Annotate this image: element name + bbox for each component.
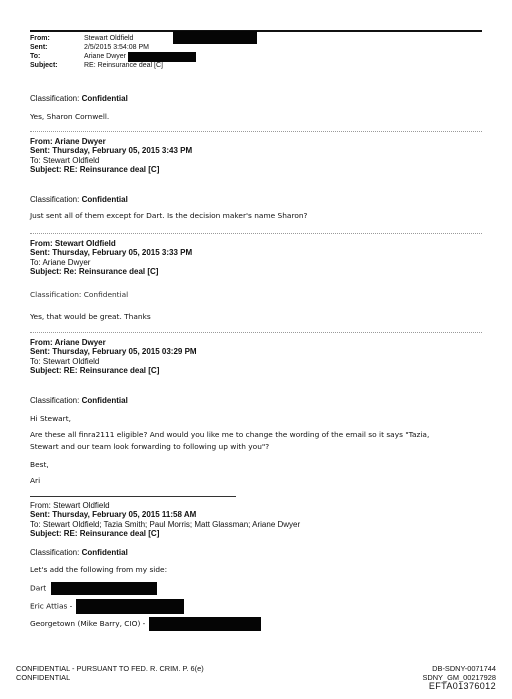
quoted-to: To: Stewart Oldfield; Tazia Smith; Paul Morris; Matt Glassman; Ariane Dwyer bbox=[30, 519, 301, 529]
message-separator bbox=[30, 332, 482, 333]
email-header bbox=[30, 34, 257, 70]
classification-line bbox=[30, 396, 128, 406]
classification-label: Classification: bbox=[30, 396, 80, 405]
header-sent-label: Sent: bbox=[30, 44, 48, 51]
redaction-box bbox=[76, 599, 184, 614]
quoted-header bbox=[30, 338, 197, 376]
quoted-to: To: Stewart Oldfield bbox=[30, 356, 100, 366]
footer-left bbox=[16, 664, 204, 682]
header-from-label: From: bbox=[30, 35, 50, 42]
footer-confidential: CONFIDENTIAL bbox=[16, 673, 71, 682]
quoted-sent: Sent: Thursday, February 05, 2015 11:58 AM bbox=[30, 510, 197, 520]
redaction-box bbox=[128, 52, 196, 62]
quoted-header bbox=[30, 239, 192, 277]
header-from-value: Stewart Oldfield bbox=[84, 35, 134, 42]
quoted-from: From: Stewart Oldfield bbox=[30, 239, 116, 248]
message-closing: Best, bbox=[30, 460, 49, 469]
quoted-from: From: Ariane Dwyer bbox=[30, 338, 106, 347]
quoted-from: From: Ariane Dwyer bbox=[30, 137, 106, 146]
quoted-sent bbox=[30, 146, 192, 155]
classification-value: Confidential bbox=[81, 396, 128, 405]
header-from-row bbox=[30, 34, 257, 43]
list-item-text: Eric Attias - bbox=[30, 601, 73, 611]
redaction-box bbox=[51, 582, 157, 595]
classification-line: Classification: Confidential bbox=[30, 290, 129, 299]
list-item bbox=[30, 617, 261, 631]
header-to-value: Ariane Dwyer bbox=[84, 53, 127, 60]
redaction-box bbox=[173, 31, 257, 44]
footer-bates-1: DB-SDNY-0071744 bbox=[432, 664, 496, 673]
header-to-label: To: bbox=[30, 53, 41, 60]
message-body: Just sent all of them except for Dart. Is the decision maker's name Sharon? bbox=[30, 211, 308, 220]
message-separator bbox=[30, 233, 482, 234]
list-item-text: Dart bbox=[30, 583, 47, 593]
classification-value: Confidential bbox=[81, 195, 128, 204]
message-intro: Let's add the following from my side: bbox=[30, 565, 168, 574]
quoted-subject: Subject: RE: Reinsurance deal [C] bbox=[30, 366, 160, 376]
quoted-header bbox=[30, 137, 192, 175]
footer-right bbox=[422, 664, 496, 691]
header-subject-value: RE: Reinsurance deal [C] bbox=[84, 62, 163, 69]
header-to-row bbox=[30, 52, 257, 61]
message-body: Yes, Sharon Cornwell. bbox=[30, 112, 110, 121]
quoted-to: To: Stewart Oldfield bbox=[30, 155, 100, 165]
message-greeting: Hi Stewart, bbox=[30, 414, 71, 423]
classification-label: Classification: bbox=[30, 548, 80, 557]
message-body-line: Are these all finra2111 eligible? And would you like me to change the wording of the email so it says "Tazia, bbox=[30, 430, 430, 439]
classification-line bbox=[30, 94, 128, 104]
quoted-subject: Subject: Re: Reinsurance deal [C] bbox=[30, 267, 159, 277]
classification-line bbox=[30, 548, 128, 558]
message-signature: Ari bbox=[30, 476, 41, 485]
classification-label: Classification: bbox=[30, 195, 80, 204]
message-body: Yes, that would be great. Thanks bbox=[30, 312, 151, 321]
quoted-to: To: Ariane Dwyer bbox=[30, 257, 91, 267]
classification-value: Confidential bbox=[81, 548, 128, 557]
classification-line bbox=[30, 195, 128, 205]
message-body-line: Stewart and our team look forwarding to following up with you"? bbox=[30, 442, 270, 451]
classification-label: Classification: bbox=[30, 94, 80, 103]
redaction-box bbox=[149, 617, 261, 631]
quoted-subject: Subject: RE: Reinsurance deal [C] bbox=[30, 165, 160, 175]
quoted-subject: Subject: RE: Reinsurance deal [C] bbox=[30, 529, 160, 539]
list-item bbox=[30, 582, 157, 595]
classification-value: Confidential bbox=[81, 94, 128, 103]
header-subject-label: Subject: bbox=[30, 62, 58, 69]
header-sent-value: 2/5/2015 3:54:08 PM bbox=[84, 44, 149, 51]
footer-bates-3: EFTA01376012 bbox=[428, 681, 496, 691]
footer-confidential-notice: CONFIDENTIAL - PURSUANT TO FED. R. CRIM. P. 6(e) bbox=[16, 664, 204, 673]
quoted-header bbox=[30, 501, 300, 539]
header-subject-row bbox=[30, 61, 257, 70]
quoted-sent: Sent: Thursday, February 05, 2015 03:29 PM bbox=[30, 347, 197, 357]
footer-bates-2: SDNY_GM_00217928 bbox=[422, 673, 496, 682]
quoted-from: From: Stewart Oldfield bbox=[30, 501, 110, 510]
quoted-sent-text: Sent: Thursday, February 05, 2015 3:43 PM bbox=[30, 146, 193, 156]
message-separator bbox=[30, 131, 482, 132]
quoted-sent: Sent: Thursday, February 05, 2015 3:33 PM bbox=[30, 248, 193, 258]
message-separator bbox=[30, 496, 236, 497]
list-item bbox=[30, 599, 184, 614]
list-item-text: Georgetown (Mike Barry, CIO) - bbox=[30, 619, 146, 628]
